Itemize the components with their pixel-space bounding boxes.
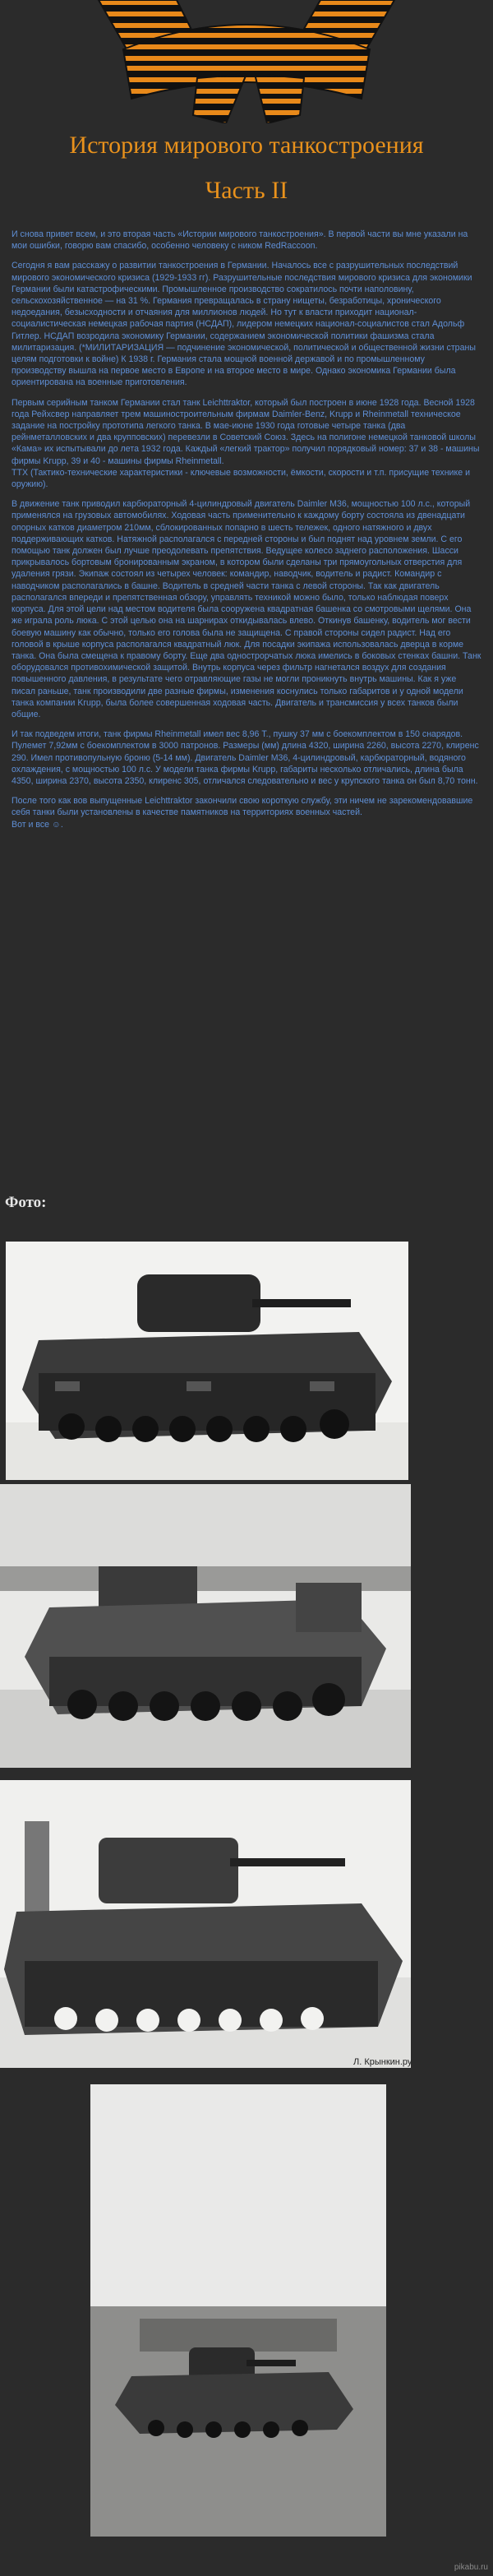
paragraph-leichttraktor: Первым серийным танком Германии стал танк Leichttraktor, который был построен в июне 1928 года. Весной 1928 года Рейхсвер направляет трем машиностроительным фирмам Daimler-Benz, Krupp и Rheinmetall техническое задание на постройку прототипа легкого танка. В мае-июне 1930 года готовые четыре танка (два рейнметалловских и два крупповских) перевезли в Советский Союз. Здесь на полигоне немецкой танковой школы «Кама» их испытывали до лета 1932 года. Каждый «легкий трактор» получил порядковый номер: 37 и 38 - машины фирмы Krupp, 39 и 40 - машины фирмы Rheinmetall. xyxy=(12,397,480,466)
paragraph-conclusion: После того как вов выпущенные Leichttraktor закончили свою короткую службу, эти ничем не зарекомендовавшие себя танки были установлены в качестве памятников на территориях военных частей. xyxy=(12,796,473,818)
photos-heading: Фото: xyxy=(5,1194,47,1211)
paragraph-intro: И снова привет всем, и это вторая часть «Истории мирового танкостроения». В первой части вы мне указали на мои ошибки, говорю вам спасибо, особенно человеку с ником RedRaccoon. xyxy=(12,229,468,252)
tank-photo-3 xyxy=(0,1780,411,2068)
paragraph-design: В движение танк приводил карбюраторный 4-цилиндровый двигатель Daimler M36, мощностью 100 л.с., который применялся на грузовых автомобилях. Ходовая часть применительно к каждому борту состояла из двенадцати опорных катков диаметром 210мм, сблокированных попарно в шесть тележек, одного натяжного и двух поддерживающих катков. Натяжной располагался с передней стороны и был поднят над уровнем земли. С его помощью танк должен был лучше преодолевать препятствия. Ведущее колесо заднего расположения. Шасси прикрывалось бортовым бронированным экраном, в котором были сделаны три прямоугольных отверстия для удаления грязи. Экипаж состоял из четырех человек: командир, наводчик, водитель и радист. Командир с наводчиком располагались в башне. Водитель в средней части танка с левой стороны. Так как двигатель располагался впереди и препятственная обзору, управлять техникой можно было, только наблюдая поверх корпуса. Для этой цели над местом водителя была сооружена квадратная башенка со смотровыми щелями. Она же играла роль люка. С этой целью она на шарнирах откидывалась влево. Откинув башенку, водитель мог вести боевую машину как обычно, только его голова была не защищена. С правой стороны сидел радист. Над его головой в крыше корпуса располагался квадратный люк. Для посадки экипажа использовалась дверца в корме танка. Она была смещена к правому борту. Еще два однострорчатых люка имелись в боковых стенках башни. Танк оборудовался противохимической защитой. Внутрь корпуса через фильтр нагнетался воздух для создания повышенного давления, в результате чего отравляющие газы не могли проникнуть внутрь машины. Как я уже писал раньше, танк производили две разные фирмы, изменения коснулись только габаритов и у одной модели танка компании Krupp, была более совершенная ходовая часть. Двигатель и трансмиссия у всех танков были общие. xyxy=(12,499,481,719)
st-george-ribbon xyxy=(0,0,493,123)
tank-photo-2 xyxy=(0,1484,411,1768)
tank-photo-1 xyxy=(6,1242,408,1480)
paragraph-summary: И так подведем итоги, танк фирмы Rheinmetall имел вес 8,96 Т., пушку 37 мм с боекомплектом в 150 снарядов. Пулемет 7,92мм с боекомплектом в 3000 патронов. Размеры (мм) длина 4320, ширина 2260, высота 2270, клиренс 290. Имел противопульную броню (5-14 мм). Двигатель Daimler M36, 4-цилиндровый, карбюраторный, водяного охлаждения, с мощностью 100 л.с. У модели танка фирмы Krupp, габариты несколько отличались, длина была 4350, ширина 2370, высота 2350, клиренс 305, отличался следовательно и вес у крупского танка он был 8,70 тонн. xyxy=(12,729,479,786)
paragraph-ttx: ТТХ (Тактико-технические характеристики - ключевые возможности, ёмкости, скорости и т.п. присущие технике и оружию). xyxy=(12,467,470,490)
article-body xyxy=(12,229,481,839)
paragraph-history: Сегодня я вам расскажу о развитии танкостроения в Германии. Началось все с разрушительных последствий мирового экономического кризиса (1929-1933 гг). Разрушительные последствия мирового кризиса для экономики Германии были катастрофическими. Промышленное производство сократилось почти наполовину, сельскохозяйственное — на 31 %. Германия превращалась в страну нищеты, безработицы, хронического недоедания, безысходности и отчаяния для миллионов людей. Но тут к власти приходит национал-социалистическая немецкая рабочая партия (НСДАП), лидером немецких национал-социалистов стал Адольф Гитлер. НСДАП возродила экономику Германии, содержанием экономической политики фашизма стала милитаризация. (*МИЛИТАРИЗАЦИЯ — подчинение экономической, политической и общественной жизни страны целям подготовки к войне) К 1938 г. Германия стала мощной военной державой и по промышленному производству вышла на первое место в Европе и на второе место в мире. Однако экономика Германии была ориентирована на военные приготовления. xyxy=(12,261,476,388)
page-subtitle: Часть II xyxy=(205,177,288,204)
watermark: pikabu.ru xyxy=(454,2563,488,2572)
photo-caption: Л. Крынкин.ру xyxy=(353,2057,412,2067)
paragraph-end: Вот и все ☺. xyxy=(12,819,63,830)
tank-photo-4 xyxy=(90,2084,386,2537)
page-title: История мирового танкостроения xyxy=(69,132,424,159)
